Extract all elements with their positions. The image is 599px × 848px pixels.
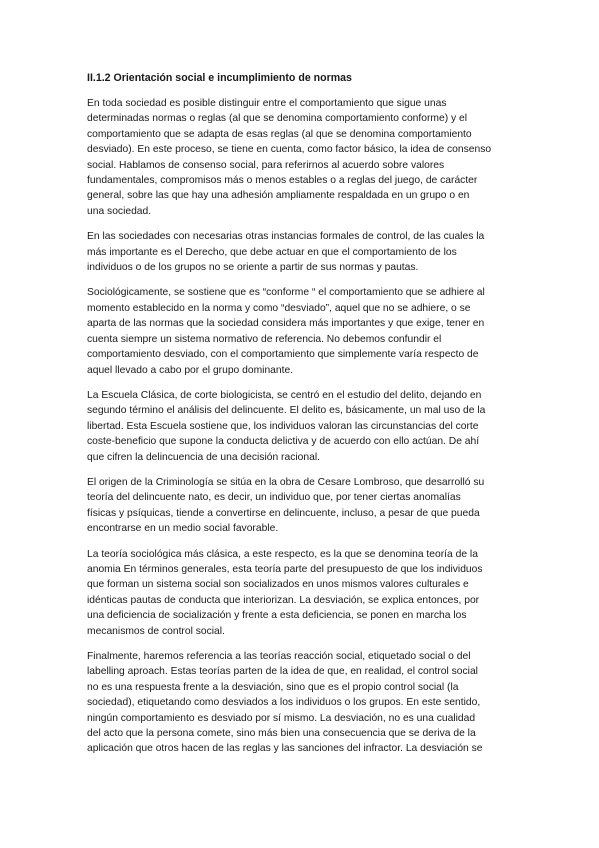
text-line: ningún comportamiento es desviado por sí mismo. La desviación, no es una cualidad <box>87 712 476 724</box>
text-line: que cifren la delincuencia de una decisión racional. <box>87 451 320 463</box>
paragraph <box>87 547 515 639</box>
paragraph <box>87 229 515 275</box>
text-line: comportamiento que se adapta de esas reglas (al que se denomina comportamiento <box>87 128 472 140</box>
text-line: comportamiento desviado, con el comportamiento que simplemente varía respecto de <box>87 349 479 361</box>
text-line: general, sobre las que hay una adhesión ampliamente respaldada en un grupo o en <box>87 190 470 202</box>
text-line: mecanismos de control social. <box>87 625 225 637</box>
text-line: aplicación que otros hacen de las reglas y las sanciones del infractor. La desviación se <box>87 743 483 755</box>
text-line: En las sociedades con necesarias otras instancias formales de control, de las cuales la <box>87 231 485 243</box>
text-line: aquel llevado a cabo por el grupo dominante. <box>87 364 294 376</box>
text-line: anomia En términos generales, esta teoría parte del presupuesto de que los individuos <box>87 563 483 575</box>
paragraph <box>87 649 515 757</box>
paragraph <box>87 96 515 219</box>
text-line: idénticas pautas de conducta que interiorizan. La desviación, se explica entonces, por <box>87 594 480 606</box>
paragraph <box>87 388 515 465</box>
text-line: que forman un sistema social son socializados en unos mismos valores culturales e <box>87 579 469 591</box>
text-line: Sociológicamente, se sostiene que es “conforme “ el comportamiento que se adhiere al <box>87 287 485 299</box>
paragraph-list <box>87 96 515 757</box>
text-line: desviado). En este proceso, se tiene en cuenta, como factor básico, la idea de consenso <box>87 144 492 156</box>
text-line: no es una respuesta frente a la desviación, sino que es el propio control social (la <box>87 681 459 693</box>
text-line: sociedad), etiquetando como desviados a los individuos o los grupos. En este sentido, <box>87 697 481 709</box>
document-content <box>87 71 515 767</box>
text-line: una sociedad. <box>87 205 152 217</box>
paragraph <box>87 285 515 377</box>
paragraph <box>87 475 515 537</box>
text-line: más importante es el Derecho, que debe actuar en que el comportamiento de los <box>87 246 457 258</box>
text-line: segundo término el análisis del delincuente. El delito es, básicamente, un mal uso de la <box>87 405 486 417</box>
text-line: La teoría sociológica más clásica, a este respecto, es la que se denomina teoría de la <box>87 548 478 560</box>
text-line: teoría del delincuente nato, es decir, un individuo que, por tener ciertas anomalías <box>87 492 461 504</box>
text-line: aparta de las normas que la sociedad considera más importantes y que exige, tener en <box>87 318 485 330</box>
text-line: libertad. Esta Escuela sostiene que, los individuos valoran las circunstancias del corte <box>87 420 479 432</box>
text-line: fundamentales, compromisos más o menos estables o a reglas del juego, de carácter <box>87 175 478 187</box>
text-line: del acto que la persona comete, sino más bien una consecuencia que se deriva de la <box>87 728 476 740</box>
section-heading: II.1.2 Orientación social e incumplimiento de normas <box>87 72 352 84</box>
text-line: En toda sociedad es posible distinguir entre el comportamiento que sigue unas <box>87 98 447 109</box>
text-line: El origen de la Criminología se sitúa en la obra de Cesare Lombroso, que desarrolló su <box>87 476 485 488</box>
text-line: Finalmente, haremos referencia a las teorías reacción social, etiquetado social o del <box>87 651 471 662</box>
text-line: coste-beneficio que supone la conducta delictiva y de acuerdo con ello actúan. De ahí <box>87 436 480 448</box>
text-line: social. Hablamos de consenso social, para referirnos al acuerdo sobre valores <box>87 159 445 171</box>
text-line: encontrarse en un medio social favorable. <box>87 523 279 535</box>
text-line: momento establecido en la norma y como “desviado”, aquel que no se adhiere, o se <box>87 302 471 314</box>
text-line: físicas y psíquicas, tiende a convertirse en delincuente, incluso, a pesar de que pueda <box>87 507 480 519</box>
text-line: La Escuela Clásica, de corte biologicista, se centró en el estudio del delito, dejando en <box>87 389 482 401</box>
text-line: determinadas normas o reglas (al que se denomina comportamiento conforme) y el <box>87 113 468 125</box>
text-line: cuenta siempre un sistema normativo de referencia. No debemos confundir el <box>87 333 442 345</box>
text-line: labelling aproach. Estas teorías parten de la idea de que, en realidad, el control social <box>87 666 478 678</box>
text-line: una deficiencia de socialización y frente a esta deficiencia, se ponen en marcha los <box>87 610 467 622</box>
text-line: individuos o de los grupos no se oriente a partir de sus normas y pautas. <box>87 262 419 274</box>
